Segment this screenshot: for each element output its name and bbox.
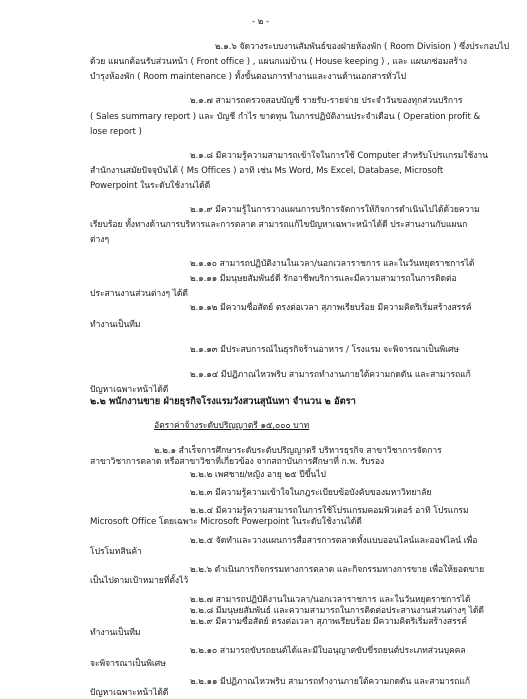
text-line-a216_2: ด้วย แผนกต้อนรับส่วนหน้า ( Front office ) , แผนกแม่บ้าน ( House keeping ) , และ แผนกซ่อมสร้าง bbox=[90, 57, 468, 67]
text-line-b2211_1: ๒.๒.๑๑ มีปฏิภาณไหวพริบ สามารถทำงานภายใต้ความกดดัน และสามารถแก้ bbox=[190, 677, 470, 687]
text-line-a218_3: Powerpoint ในระดับใช้งานได้ดี bbox=[90, 181, 211, 191]
text-line-a218_1: ๒.๑.๘ มีความรู้ความสามารถเข้าใจในการใช้ Computer สำหรับโปรแกรมใช้งาน bbox=[190, 151, 488, 161]
section-heading: ๒.๒ พนักงานขาย ฝ่ายธุรกิจโรงแรมวังสวนสุนันทา จำนวน ๒ อัตรา bbox=[90, 396, 356, 407]
text-line-b221_2: สาขาวิชาการตลาด หรือสาขาวิชาที่เกี่ยวข้อง จากสถาบันการศึกษาที่ ก.พ. รับรอง bbox=[90, 457, 385, 467]
text-line-a2113: ๒.๑.๑๓ มีประสบการณ์ในธุรกิจร้านอาหาร / โรงแรม จะพิจารณาเป็นพิเศษ bbox=[190, 345, 460, 355]
text-line-b2211_2: ปัญหาเฉพาะหน้าได้ดี bbox=[90, 688, 169, 698]
text-line-b223: ๒.๒.๓ มีความรู้ความเข้าใจในกฎระเบียบข้อบังคับของมหาวิทยาลัย bbox=[190, 488, 432, 498]
text-line-a2112_2: ทำงานเป็นทีม bbox=[90, 320, 141, 330]
text-line-b229_1: ๒.๒.๙ มีความซื่อสัตย์ ตรงต่อเวลา สุภาพเรียบร้อย มีความคิดริเริ่มสร้างสรรค์ bbox=[190, 617, 467, 627]
text-line-b222: ๒.๒.๒ เพศชาย/หญิง อายุ ๒๕ ปีขึ้นไป bbox=[190, 470, 326, 480]
text-line-a2112_1: ๒.๑.๑๒ มีความซื่อสัตย์ ตรงต่อเวลา สุภาพเรียบร้อย มีความคิดริเริ่มสร้างสรรค์ bbox=[190, 303, 472, 313]
text-line-b221_1: ๒.๒.๑ สำเร็จการศึกษาระดับระดับปริญญาตรี บริหารธุรกิจ สาขาวิชาการจัดการ bbox=[154, 446, 442, 456]
text-line-b225_2: โปรโมทสินค้า bbox=[90, 547, 142, 557]
text-line-a219_3: ต่างๆ bbox=[90, 235, 110, 245]
text-line-b225_1: ๒.๒.๕ จัดทำและวางแผนการสื่อสารการตลาดทั้งแบบออนไลน์และออฟไลน์ เพื่อ bbox=[190, 536, 478, 546]
text-line-b226_1: ๒.๒.๖ ดำเนินการกิจกรรมทางการตลาด และกิจกรรมทางการขาย เพื่อให้ยอดขาย bbox=[190, 565, 485, 575]
text-line-b229_2: ทำงานเป็นทีม bbox=[90, 628, 141, 638]
page-number: - ๒ - bbox=[252, 17, 270, 27]
text-line-b2210_1: ๒.๒.๑๐ สามารถขับรถยนต์ได้และมีใบอนุญาตขับขี่รถยนต์ประเภทส่วนบุคคล bbox=[190, 646, 466, 656]
text-line-a216_3: บำรุงห้องพัก ( Room maintenance ) ทั้งขั้นตอนการทำงานและงานด้านเอกสารทั่วไป bbox=[90, 72, 407, 82]
text-line-b227: ๒.๒.๗ สามารถปฏิบัติงานในเวลา/นอกเวลาราชการ และในวันหยุดราชการได้ bbox=[190, 595, 471, 605]
text-line-a218_2: สำนักงานสมัยปัจจุบันได้ ( Ms Offices ) อาทิ เช่น Ms Word, Ms Excel, Database, Microsoft bbox=[90, 166, 444, 176]
text-line-a2111_2: ประสานงานส่วนต่างๆ ได้ดี bbox=[90, 289, 188, 299]
text-line-a217_2: ( Sales summary report ) และ บัญชี กำไร ขาดทุน ในการปฏิบัติงานประจำเดือน ( Operation profit & bbox=[90, 112, 481, 122]
text-line-b224_2: Microsoft Office โดยเฉพาะ Microsoft Powerpoint ในระดับใช้งานได้ดี bbox=[90, 517, 362, 527]
text-line-b224_1: ๒.๒.๔ มีความรู้ความสามารถในการใช้โปรแกรมคอมพิวเตอร์ อาทิ โปรแกรม bbox=[190, 506, 469, 516]
text-line-a2114_2: ปัญหาเฉพาะหน้าได้ดี bbox=[90, 385, 169, 395]
text-line-a2111_1: ๒.๑.๑๑ มีมนุษยสัมพันธ์ดี รักอาชีพบริการและมีความสามารถในการติดต่อ bbox=[190, 274, 457, 284]
text-line-b226_2: เป็นไปตามเป้าหมายที่ตั้งไว้ bbox=[90, 576, 189, 586]
text-line-a2114_1: ๒.๑.๑๔ มีปฏิภาณไหวพริบ สามารถทำงานภายใต้ความกดดัน และสามารถแก้ bbox=[190, 370, 471, 380]
text-line-a216_1: ๒.๑.๖ จัดวางระบบงานสัมพันธ์ของฝ่ายห้องพัก ( Room Division ) ซึ่งประกอบไป bbox=[215, 42, 510, 52]
text-line-a219_2: เรียบร้อย ทั้งทางด้านการบริหารและการตลาด สามารถแก้ไขปัญหาเฉพาะหน้าได้ดี ประสานงานกับแผนก bbox=[90, 220, 468, 230]
text-line-a2110: ๒.๑.๑๐ สามารถปฏิบัติงานในเวลา/นอกเวลาราชการ และในวันหยุดราชการได้ bbox=[190, 259, 475, 269]
text-line-a217_1: ๒.๑.๗ สามารถตรวจสอบบัญชี รายรับ-รายจ่าย ประจำวันของทุกส่วนบริการ bbox=[190, 96, 463, 106]
text-line-b2210_2: จะพิจารณาเป็นพิเศษ bbox=[90, 659, 166, 669]
salary-line: อัตราค่าจ้างระดับปริญญาตรี ๑๕,๐๐๐ บาท bbox=[154, 421, 310, 431]
text-line-a219_1: ๒.๑.๙ มีความรู้ในการวางแผนการบริการจัดการให้กิจการดำเนินไปได้ด้วยความ bbox=[190, 205, 480, 215]
text-line-a217_3: lose report ) bbox=[90, 127, 142, 137]
text-line-b228: ๒.๒.๘ มีมนุษยสัมพันธ์ และความสามารถในการติดต่อประสานงานส่วนต่างๆ ได้ดี bbox=[190, 606, 484, 616]
